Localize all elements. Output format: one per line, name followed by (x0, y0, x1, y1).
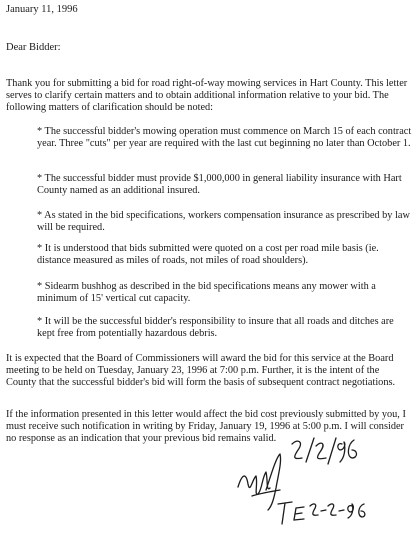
notice-paragraph: If the information presented in this letter would affect the bid cost previously submitted by you, I must receive such notification in writing by Friday, January 19, 1996 at 5:00 p.m. I will consider no response as an indication that your previous bid remains valid. (6, 409, 406, 445)
clarification-item: * The successful bidder must provide $1,000,000 in general liability insurance with Hart County named as an additional insured. (37, 173, 402, 197)
letter-date: January 11, 1996 (6, 4, 78, 15)
handwritten-signature (228, 432, 408, 532)
intro-paragraph: Thank you for submitting a bid for road right-of-way mowing services in Hart County. This letter serves to clarify certain matters and to obtain additional information relative to your bid. The following matters of clarification should be noted: (6, 78, 408, 114)
salutation: Dear Bidder: (6, 42, 61, 53)
clarification-item: * The successful bidder's mowing operation must commence on March 15 of each contract year. Three "cuts" per year are required with the last cut beginning no later than October 1. (37, 126, 412, 150)
clarification-item: * As stated in the bid specifications, workers compensation insurance as prescribed by law will be required. (37, 210, 410, 234)
award-paragraph: It is expected that the Board of Commissioners will award the bid for this service at the Board meeting to be held on Tuesday, January 23, 1996 at 7:00 p.m. Further, it is the intent of the County that the successful bidder's bid will form the basis of subsequent contract negotiations. (6, 353, 396, 389)
signature-scribble (228, 432, 408, 532)
clarification-item: * It will be the successful bidder's responsibility to insure that all roads and ditches are kept free from potentially hazardous debris. (37, 316, 394, 340)
clarification-item: * Sidearm bushhog as described in the bid specifications means any mower with a minimum of 15' vertical cut capacity. (37, 281, 376, 305)
clarification-item: * It is understood that bids submitted were quoted on a cost per road mile basis (ie. distance measured as miles of roads, not miles of road shoulders). (37, 243, 379, 267)
